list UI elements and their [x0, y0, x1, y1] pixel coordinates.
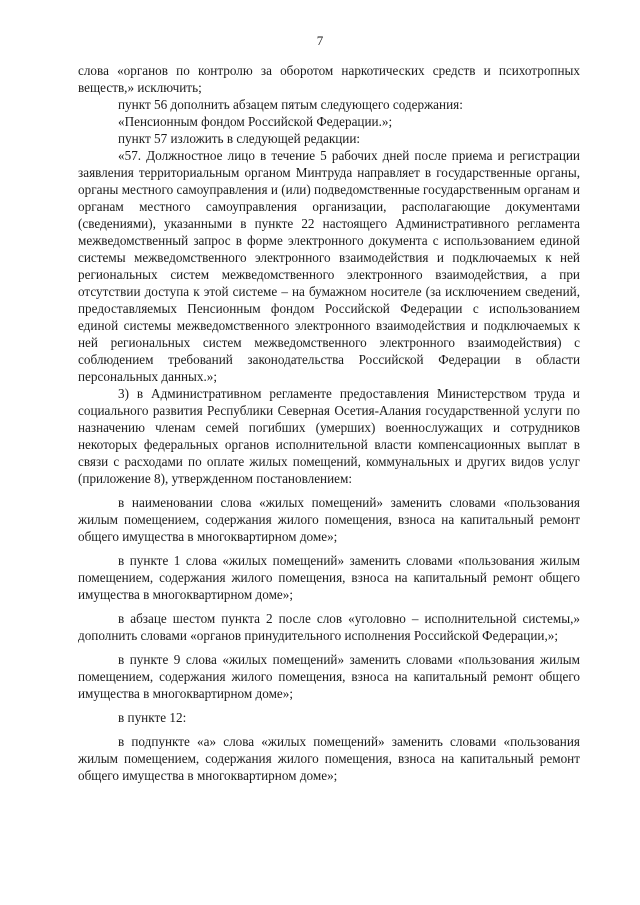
- paragraph-4: пункт 57 изложить в следующей редакции:: [118, 131, 361, 146]
- paragraph-11: в пункте 12:: [118, 710, 187, 725]
- paragraph-1: слова «органов по контролю за оборотом наркотических средств и психотропных веществ,» исключить;: [78, 63, 580, 95]
- page-number: 7: [316, 33, 324, 48]
- paragraph-6: 3) в Административном регламенте предоставления Министерством труда и социального развития Республики Северная Осетия-Алания государственной услуги по назначению членам семей погибших (умерших) военнослужащих и сотрудников некоторых федеральных органов исполнительной власти компенсационных выплат в связи с расходами по оплате жилых помещений, коммунальных и других видов услуг (приложение 8), утвержденном постановлением:: [78, 386, 580, 486]
- paragraph-9: в абзаце шестом пункта 2 после слов «уголовно – исполнительной системы,» дополнить словами «органов принудительного исполнения Российской Федерации,»;: [78, 611, 580, 643]
- document-body: [78, 62, 580, 784]
- paragraph-10: в пункте 9 слова «жилых помещений» заменить словами «пользования жилым помещением, содержания жилого помещения, взноса на капитальный ремонт общего имущества в многоквартирном доме»;: [78, 652, 580, 701]
- paragraph-12: в подпункте «а» слова «жилых помещений» заменить словами «пользования жилым помещением, содержания жилого помещения, взноса на капитальный ремонт общего имущества в многоквартирном доме»;: [78, 734, 580, 783]
- paragraph-3: «Пенсионным фондом Российской Федерации.»;: [118, 114, 393, 129]
- paragraph-5: «57. Должностное лицо в течение 5 рабочих дней после приема и регистрации заявления территориальным органом Минтруда направляет в государственные органы, органы местного самоуправления и (или) подведомственные государственным органам и органам местного самоуправления организации, располагающие документами (сведениями), указанными в пункте 22 настоящего Административного регламента межведомственный запрос в форме электронного документа с использованием единой системы межведомственного электронного взаимодействия и подключаемых к ней региональных систем межведомственного электронного взаимодействия, а при отсутствии доступа к этой системе – на бумажном носителе (за исключением сведений, предоставляемых Пенсионным фондом Российской Федерации с использованием единой системы межведомственного электронного взаимодействия и подключаемых к ней региональных систем межведомственного электронного взаимодействия) с соблюдением требований законодательства Российской Федерации в области персональных данных.»;: [78, 148, 580, 384]
- paragraph-2: пункт 56 дополнить абзацем пятым следующего содержания:: [118, 97, 463, 112]
- paragraph-7: в наименовании слова «жилых помещений» заменить словами «пользования жилым помещением, содержания жилого помещения, взноса на капитальный ремонт общего имущества в многоквартирном доме»;: [78, 495, 580, 544]
- paragraph-8: в пункте 1 слова «жилых помещений» заменить словами «пользования жилым помещением, содержания жилого помещения, взноса на капитальный ремонт общего имущества в многоквартирном доме»;: [78, 553, 580, 602]
